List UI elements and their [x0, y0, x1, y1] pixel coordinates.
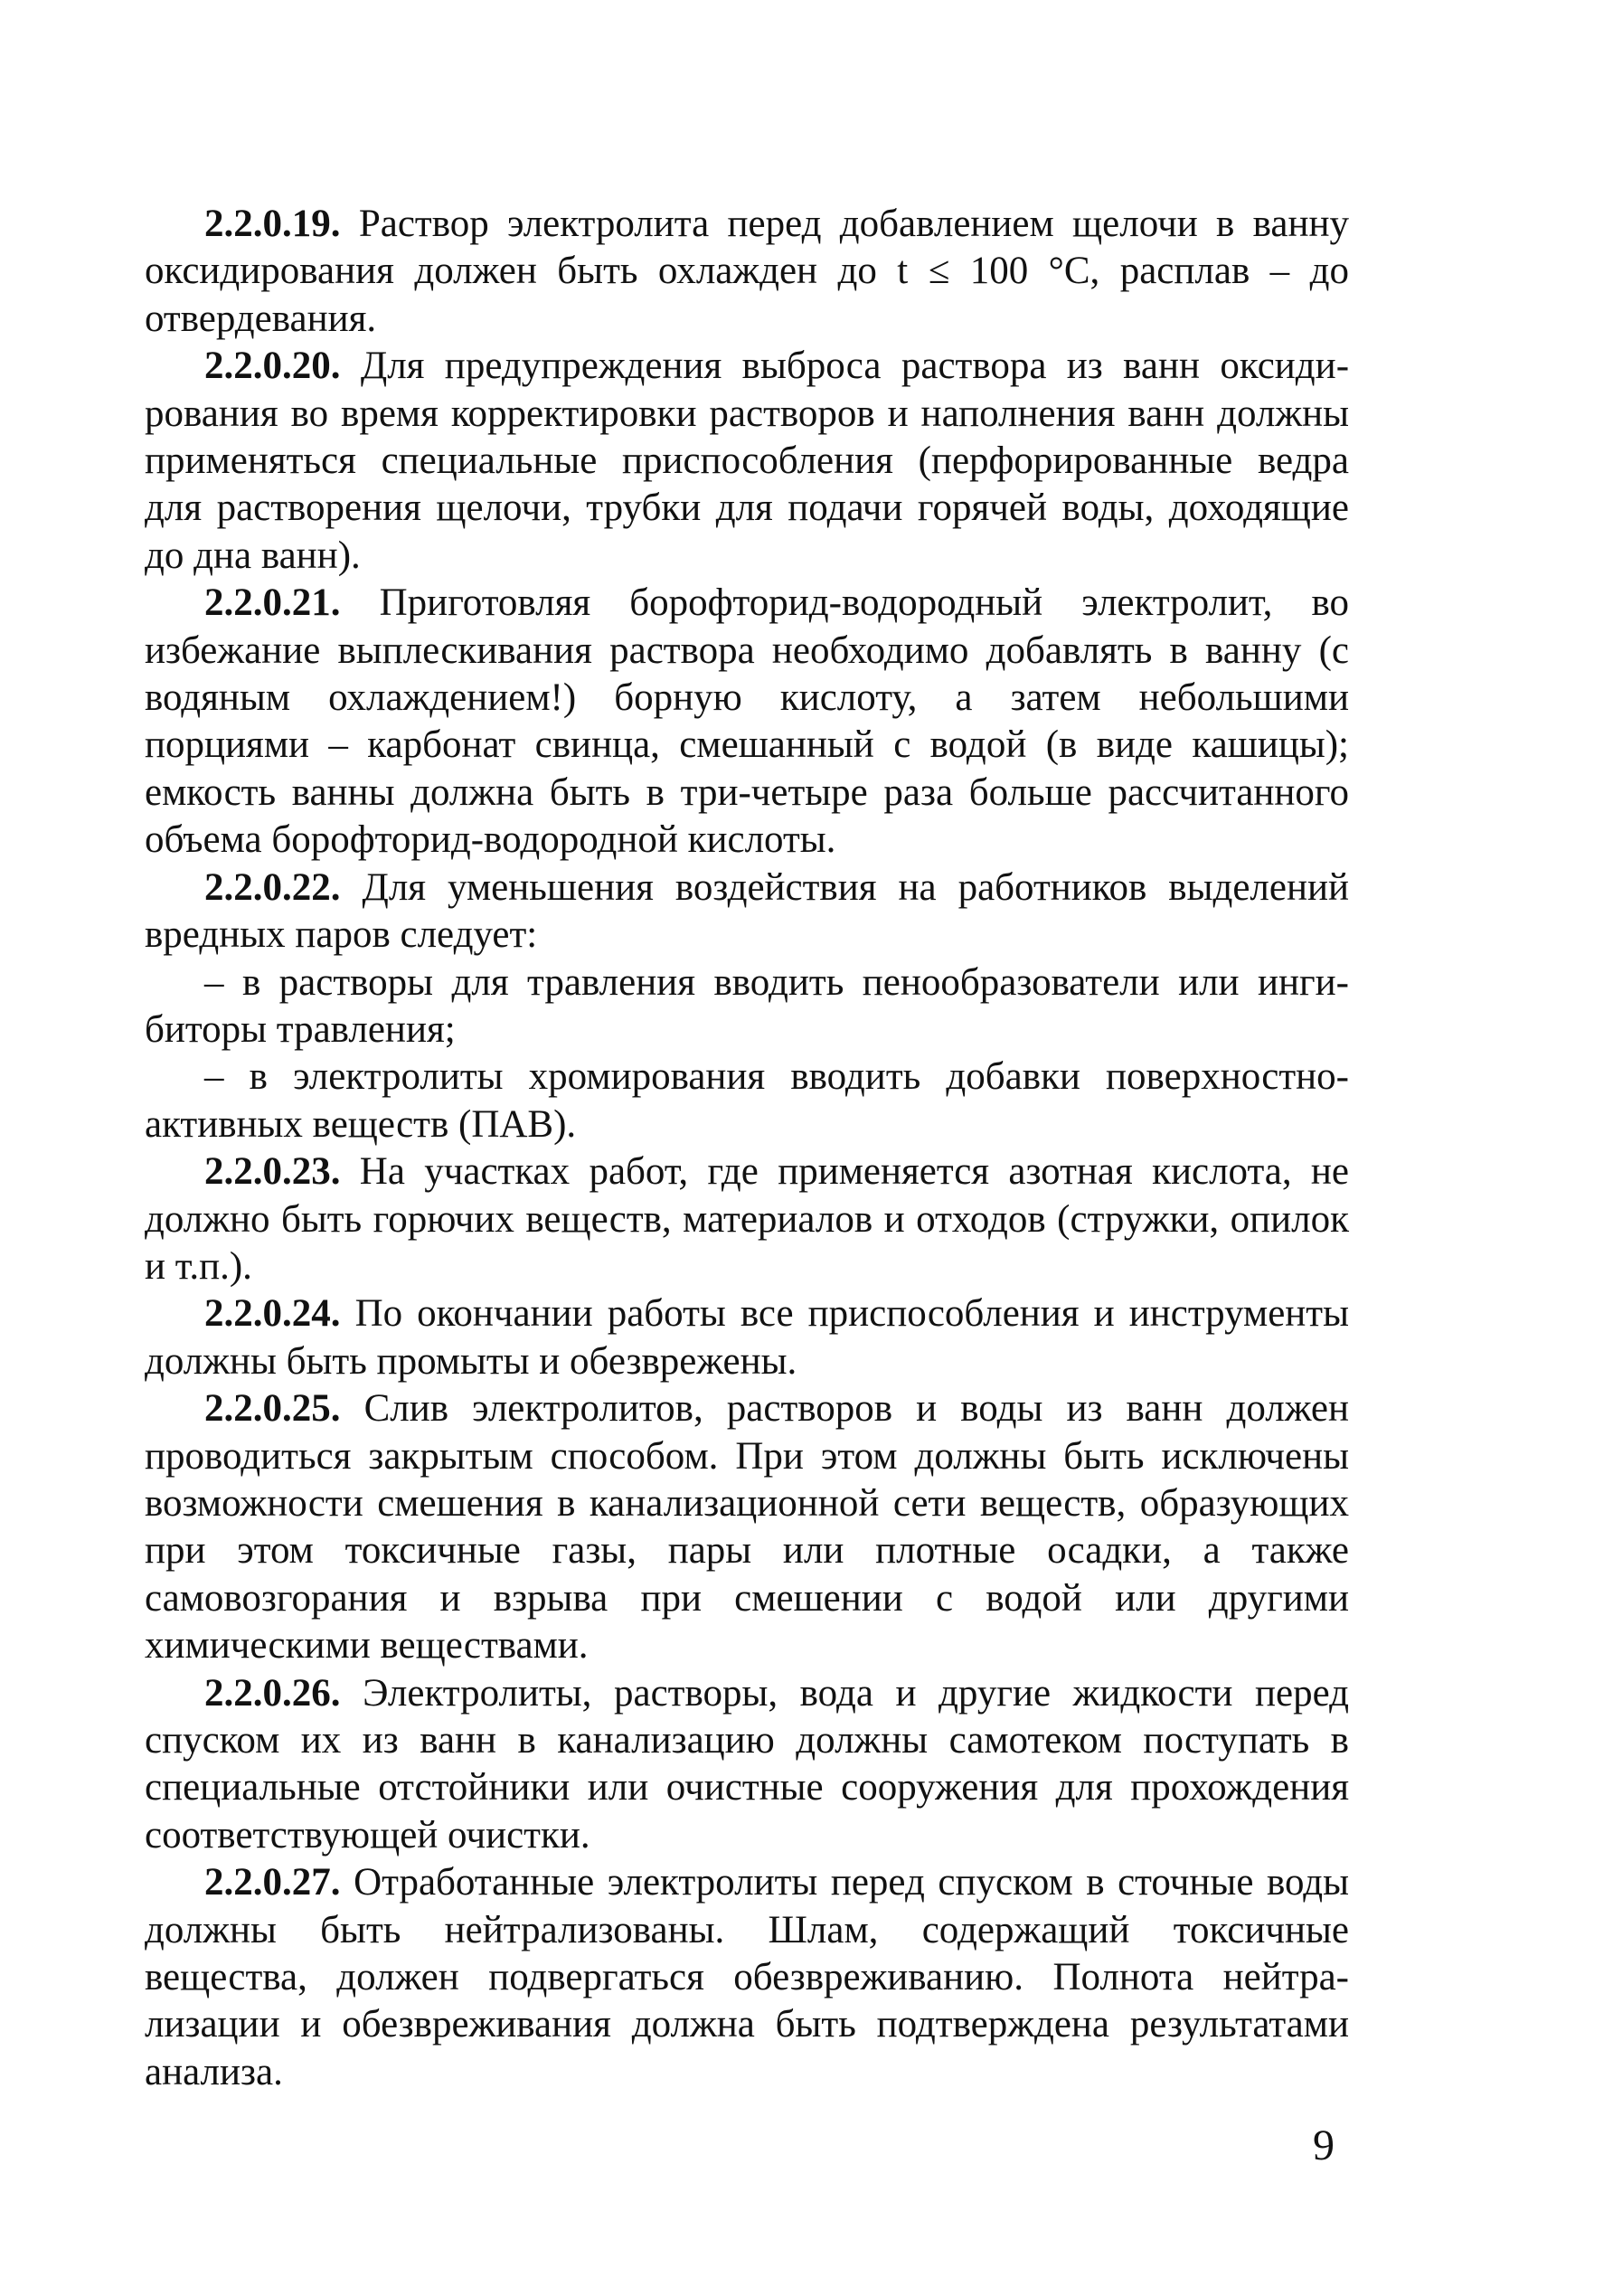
clause-text: Для уменьшения воздействия на работников выделений вредных паров следует: — [145, 865, 1350, 957]
clause-text: На участках работ, где применяется азотная кислота, не должно быть горючих веществ, материалов и отходов (стружки, опилок и т.п.). — [145, 1150, 1350, 1288]
list-item-foaming-agents — [145, 959, 1349, 1054]
clause-text: Раствор электролита перед добавлением щелочи в ванну оксидирования должен быть охлажден до t ≤ 100 °С, расплав – до отвердевания. — [145, 203, 1349, 340]
clause-text: По окончании работы все приспособления и инструменты должны быть промыты и обезврежены. — [145, 1292, 1349, 1383]
list-item-text: – в растворы для травления вводить пенообразователи или ингибиторы травления; — [145, 960, 1349, 1051]
page-number: 9 — [1313, 2121, 1335, 2169]
clause-2-2-0-25 — [145, 1385, 1349, 1669]
clause-number: 2.2.0.24. — [204, 1292, 341, 1336]
list-item-text: – в электролиты хромирования вводить добавки поверхностноактивных веществ (ПАВ). — [145, 1055, 1349, 1146]
clause-2-2-0-22 — [145, 865, 1349, 959]
document-body — [145, 201, 1349, 2096]
clause-2-2-0-26 — [145, 1670, 1349, 1860]
clause-2-2-0-19 — [145, 201, 1349, 343]
clause-text: Приготовляя борофторид-водородный электролит, во избежание выплескивания раствора необходимо добавлять в ванну (с водяным охлаждением!) борную кислоту, а затем небольшими порциями – карбонат свинца, смешанный с водой (в виде кашицы); емкость ванны должна быть в три-четыре раза больше рассчитанного объема борофторид-водородной кислоты. — [145, 581, 1349, 862]
clause-text: Для предупреждения выброса раствора из ванн оксидирования во время корректировки растворов и наполнения ванн должны применяться специальные приспособления (перфорированные ведра для растворения щелочи, трубки для подачи горячей воды, доходящие до дна ванн). — [145, 345, 1350, 577]
clause-number: 2.2.0.21. — [204, 581, 341, 625]
clause-number: 2.2.0.27. — [204, 1861, 341, 1904]
clause-number: 2.2.0.25. — [204, 1387, 341, 1431]
clause-2-2-0-24 — [145, 1290, 1349, 1385]
clause-number: 2.2.0.23. — [204, 1150, 341, 1194]
clause-2-2-0-23 — [145, 1148, 1349, 1290]
clause-number: 2.2.0.26. — [204, 1671, 341, 1715]
clause-text: Отработанные электролиты перед спуском в сточные воды должны быть нейтрализованы. Шлам, содержащий токсичные вещества, должен подвергаться обезвреживанию. Полнота нейтрализации и обезвреживания должна быть подтверждена результатами анализа. — [145, 1861, 1350, 2093]
clause-2-2-0-21 — [145, 580, 1349, 864]
list-item-surfactants — [145, 1054, 1349, 1148]
clause-number: 2.2.0.22. — [204, 865, 341, 909]
clause-text: Слив электролитов, растворов и воды из ванн должен проводиться закрытым способом. При этом должны быть исключены возможности смешения в канализационной сети веществ, образующих при этом токсичные газы, пары или плотные осадки, а также самовозгорания и взрыва при смешении с водой или другими химическими веществами. — [145, 1387, 1349, 1668]
clause-number: 2.2.0.19. — [204, 203, 341, 245]
clause-text: Электролиты, растворы, вода и другие жидкости перед спуском их из ванн в канализацию должны самотеком поступать в специальные отстойники или очистные сооружения для прохождения соответствующей очистки. — [145, 1671, 1349, 1857]
clause-2-2-0-27 — [145, 1859, 1349, 2096]
clause-2-2-0-20 — [145, 343, 1349, 580]
clause-number: 2.2.0.20. — [204, 345, 341, 388]
